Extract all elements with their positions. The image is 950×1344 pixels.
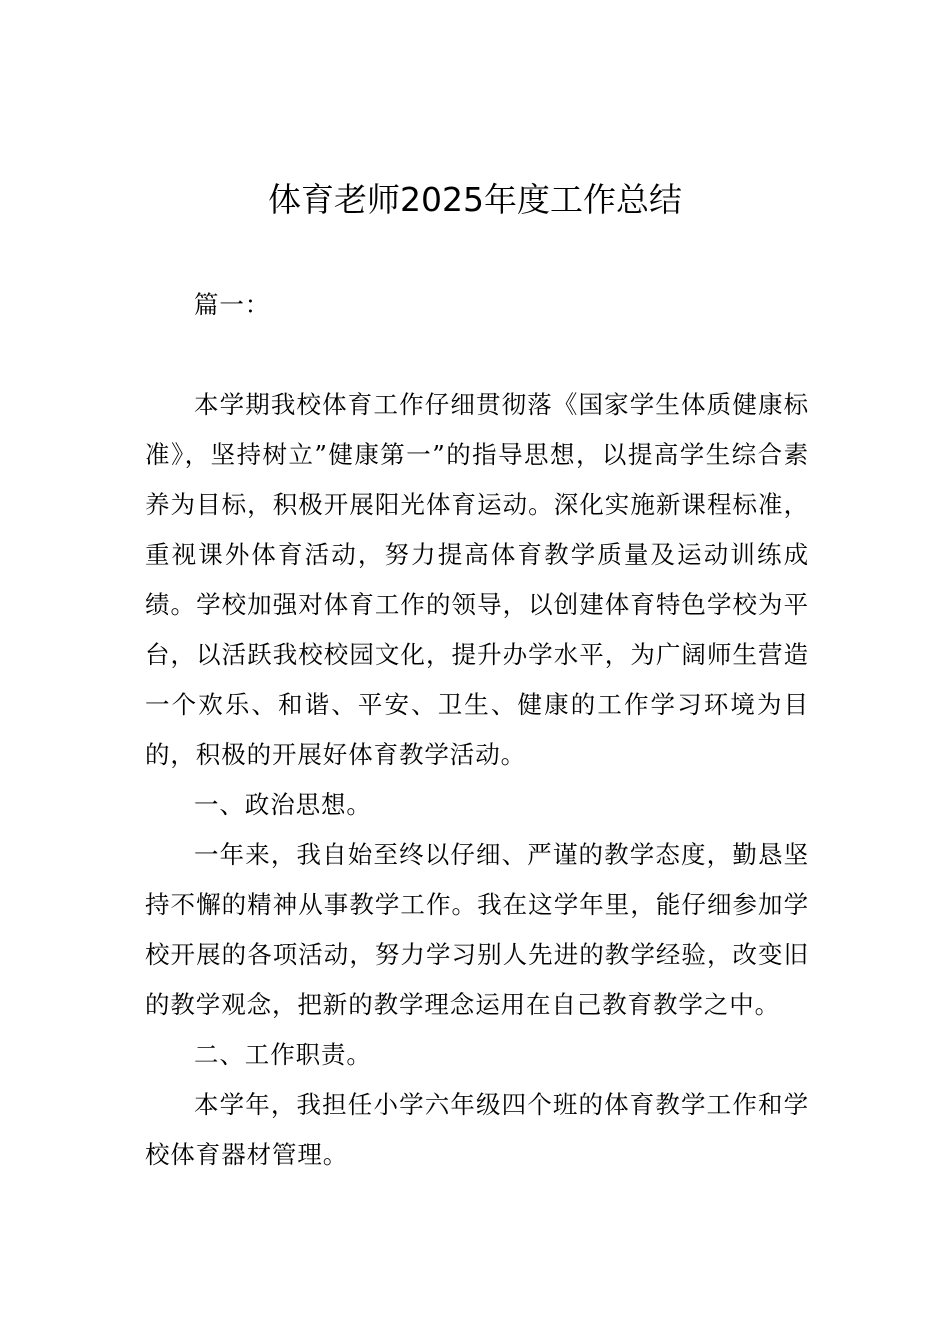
body-paragraph: 本学年，我担任小学六年级四个班的体育教学工作和学校体育器材管理。: [145, 1090, 809, 1169]
section-heading: 一、政治思想。: [194, 790, 372, 819]
body-paragraph: 本学期我校体育工作仔细贯彻落《国家学生体质健康标准》，坚持树立”健康第一”的指导思想，以提高学生综合素养为目标，积极开展阳光体育运动。深化实施新课程标准，重视课外体育活动，努力提高体育教学质量及运动训练成绩。学校加强对体育工作的领导，以创建体育特色学校为平台，以活跃我校校园文化，提升办学水平，为广阔师生营造一个欢乐、和谐、平安、卫生、健康的工作学习环境为目的，积极的开展好体育教学活动。: [145, 390, 809, 769]
document-title: 体育老师2025年度工作总结: [268, 180, 682, 219]
body-paragraph: 一年来，我自始至终以仔细、严谨的教学态度，勤恳坚持不懈的精神从事教学工作。我在这学年里，能仔细参加学校开展的各项活动，努力学习别人先进的教学经验，改变旧的教学观念，把新的教学理念运用在自己教育教学之中。: [145, 840, 809, 1019]
document-body: [145, 280, 809, 1180]
section-heading: 二、工作职责。: [194, 1040, 372, 1069]
section-label: 篇一：: [194, 290, 271, 319]
